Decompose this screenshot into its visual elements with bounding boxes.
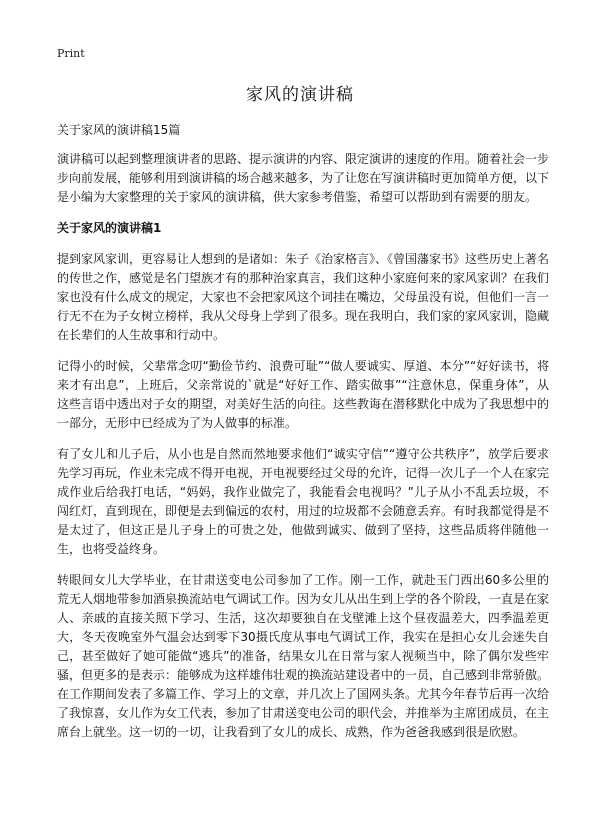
document-title: 家风的演讲稿 [246,85,354,105]
document-subtitle: 关于家风的演讲稿15篇 [57,123,181,137]
body-paragraph: 转眼间女儿大学毕业，在甘肃送变电公司参加了工作。刚一工作，就赴玉门西出60多公里的荒无人烟地带参加酒泉换流站电气调试工作。因为女儿从出生到上学的各个阶段，一直是在家人、亲戚的直接关照下学习、生活，这次却要独自在戈壁滩上这个昼夜温差大，四季温差更大，冬天夜晚室外气温会达到零下30摄氏度从事电气调试工作，我实在是担心女儿会迷失自己，甚至做好了她可能做“逃兵”的准备，结果女儿在日常与家人视频当中，除了偶尔发些牢骚，但更多的是表示：能够成为这样雄伟壮观的换流站建设者中的一员，自己感到非常骄傲。在工作期间发表了多篇工作、学习上的文章，并几次上了国网头条。尤其今年春节后再一次给了我惊喜，女儿作为女工代表，参加了甘肃送变电公司的职代会，并推举为主席团成员，在主席台上就坐。这一切的一切，让我看到了女儿的成长、成熟，作为爸爸我感到很是欣慰。 [57,573,550,739]
section-heading: 关于家风的演讲稿1 [57,221,162,235]
print-link[interactable]: Print [57,47,85,60]
intro-paragraph: 演讲稿可以起到整理演讲者的思路、提示演讲的内容、限定演讲的速度的作用。随着社会一步步向前发展，能够利用到演讲稿的场合越来越多，为了让您在写演讲稿时更加简单方便，以下是小编为大家整理的关于家风的演讲稿，供大家参考借鉴，希望可以帮助到有需要的朋友。 [57,152,550,204]
article-body [57,150,549,754]
body-paragraph: 记得小的时候，父辈常念叨“勤俭节约、浪费可耻”“做人要诚实、厚道、本分”“好好读书，将来才有出息”，上班后，父亲常说的`就是“好好工作、踏实做事”“注意休息，保重身体”，从这些言语中透出对子女的期望，对美好生活的向往。这些教诲在潜移默化中成为了我思想中的一部分，无形中已经成为了为人做事的标准。 [57,359,550,430]
body-paragraph: 有了女儿和儿子后，从小也是自然而然地要求他们“诚实守信”“遵守公共秩序”，放学后要求先学习再玩，作业未完成不得开电视，开电视要经过父母的允许，记得一次儿子一个人在家完成作业后给我打电话，“妈妈，我作业做完了，我能看会电视吗？”儿子从小不乱丢垃圾，不闯红灯，直到现在，即便是去到偏远的农村，用过的垃圾都不会随意丢弃。有时我都觉得是不是太过了，但这正是儿子身上的可贵之处，他做到诚实、做到了坚持，这些品质将伴随他一生，也将受益终身。 [57,447,550,556]
body-paragraph: 提到家风家训，更容易让人想到的是诸如：朱子《治家格言》、《曾国藩家书》这些历史上著名的传世之作，感觉是名门望族才有的那种治家真言，我们这种小家庭何来的家风家训？在我们家也没有什么成文的规定，大家也不会把家风这个词挂在嘴边，父母虽没有说，但他们一言一行无不在为子女树立榜样，我从父母身上学到了很多。现在我明白，我们家的家风家训，隐藏在长辈们的人生故事和行动中。 [57,252,550,342]
